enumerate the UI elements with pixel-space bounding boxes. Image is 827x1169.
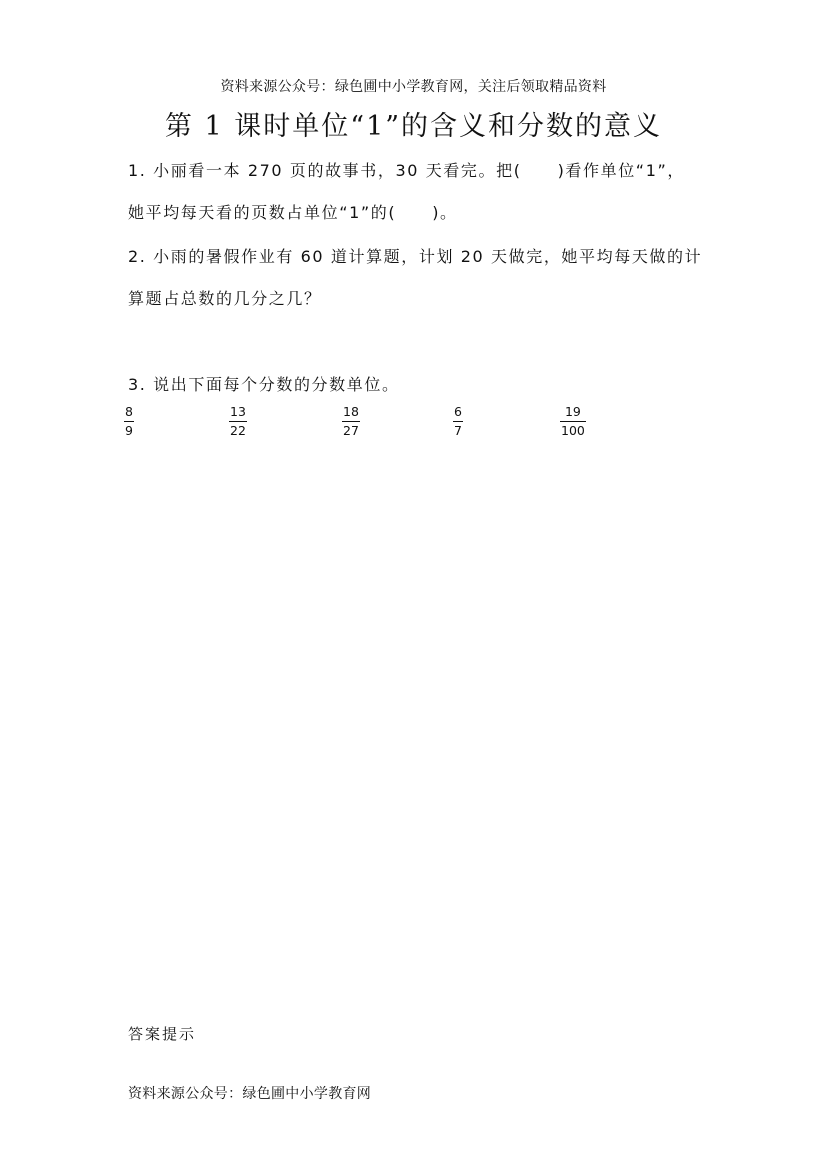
fraction-13-22 [229,406,247,437]
question-2-line-1: 2. 小雨的暑假作业有 60 道计算题，计划 20 天做完，她平均每天做的计 [128,247,703,266]
fraction-denominator: 7 [454,422,462,438]
fraction-18-27 [342,406,360,437]
answer-hint-heading: 答案提示 [128,1025,197,1043]
fraction-numerator: 18 [343,404,359,419]
fraction-denominator: 9 [125,422,133,438]
fraction-bar [453,421,463,422]
question-1-text-a: 1. 小丽看一本 270 页的故事书，30 天看完。把( [128,161,522,180]
question-1-text-b: )看作单位“1”， [557,161,685,180]
question-1-line-2 [128,200,458,223]
fraction-numerator: 6 [454,404,462,419]
fraction-bar [560,421,586,422]
question-1-text-c: 她平均每天看的页数占单位“1”的( [128,203,397,222]
question-1-text-d: )。 [432,203,458,222]
fraction-numerator: 19 [564,404,581,419]
question-2-line-2: 算题占总数的几分之几？ [128,289,322,308]
fraction-bar [124,421,134,422]
fraction-bar [342,421,360,422]
fraction-19-100 [560,406,586,437]
fraction-denominator: 100 [561,422,585,438]
fraction-denominator: 22 [230,422,246,438]
fraction-numerator: 8 [125,404,133,419]
header-source-note: 资料来源公众号：绿色圃中小学教育网，关注后领取精品资料 [220,79,607,95]
fraction-6-7 [453,406,463,437]
fraction-denominator: 27 [343,422,359,438]
page-title: 第 1 课时单位“1”的含义和分数的意义 [164,111,663,142]
question-3-line-1: 3. 说出下面每个分数的分数单位。 [128,375,400,394]
question-1-line-1 [128,158,685,181]
fraction-8-9 [124,406,134,437]
footer-source-note: 资料来源公众号：绿色圃中小学教育网 [128,1086,372,1102]
fraction-numerator: 13 [230,404,246,419]
fraction-bar [229,421,247,422]
